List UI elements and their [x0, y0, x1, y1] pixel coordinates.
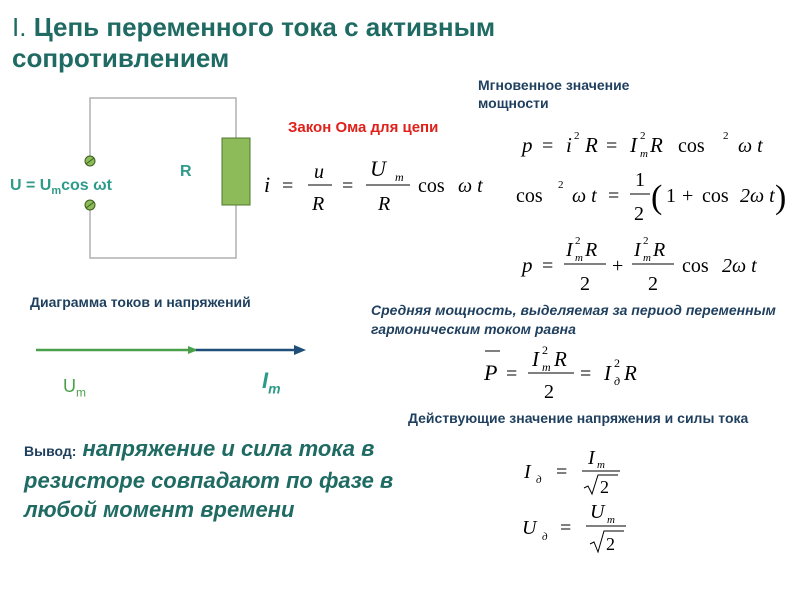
svg-text:=: =: [342, 175, 354, 197]
svg-text:2: 2: [643, 235, 649, 247]
svg-text:m: m: [607, 514, 615, 526]
svg-text:p: p: [522, 133, 533, 157]
svg-text:m: m: [395, 170, 404, 184]
svg-text:2: 2: [634, 203, 644, 225]
svg-text:2: 2: [640, 130, 646, 142]
voltage-phasor-label: $U_m$: [63, 376, 86, 400]
svg-text:ω t: ω t: [738, 135, 763, 157]
diagram-heading: Диаграмма токов и напряжений: [30, 294, 251, 310]
svg-text:U: U: [590, 501, 605, 523]
ohm-law-heading: Закон Ома для цепи: [288, 119, 439, 136]
svg-text:1: 1: [666, 185, 676, 207]
svg-text:m: m: [597, 459, 605, 471]
effective-current-formula: [512, 446, 652, 500]
svg-text:2: 2: [575, 235, 581, 247]
svg-text:R: R: [650, 133, 663, 157]
resistor: [222, 138, 250, 205]
svg-text:R: R: [653, 239, 666, 261]
svg-text:I: I: [604, 361, 611, 385]
wire-top: [90, 98, 236, 160]
svg-text:R: R: [585, 133, 598, 157]
svg-text:R: R: [312, 193, 325, 215]
conclusion: [24, 434, 424, 524]
avg-power-formula: [476, 338, 676, 404]
svg-text:m: m: [640, 148, 648, 160]
svg-text:д: д: [614, 374, 621, 388]
svg-text:=: =: [542, 255, 554, 277]
avg-power-heading: Средняя мощность, выделяемая за период переменным гармоническим током равна: [371, 302, 776, 337]
svg-text:2: 2: [544, 381, 554, 403]
svg-text:cos: cos: [418, 175, 445, 197]
svg-text:1: 1: [635, 169, 645, 191]
svg-text:д: д: [536, 474, 542, 486]
svg-text:=: =: [282, 175, 294, 197]
svg-text:2: 2: [600, 477, 609, 497]
svg-text:ω t: ω t: [458, 175, 483, 197]
svg-text:i: i: [566, 133, 572, 157]
instant-power-formula-1: [510, 122, 790, 162]
conclusion-text: напряжение и сила тока в резисторе совпадают по фазе в любой момент времени: [24, 436, 394, 522]
instant-power-formula-2: [510, 164, 790, 228]
svg-text:2: 2: [542, 343, 548, 357]
svg-text:R: R: [624, 361, 637, 385]
svg-text:+: +: [612, 255, 624, 277]
svg-text:2: 2: [614, 356, 620, 370]
svg-text:I: I: [630, 133, 637, 157]
svg-text:=: =: [506, 363, 518, 385]
svg-text:u: u: [314, 161, 324, 183]
svg-text:2: 2: [723, 130, 729, 142]
wire-bottom: [90, 205, 236, 258]
title-text: Цепь переменного тока с активным сопротивлением: [12, 12, 496, 73]
svg-text:ω t: ω t: [572, 185, 597, 207]
svg-text:): ): [775, 179, 787, 216]
svg-text:R: R: [585, 239, 598, 261]
svg-text:p: p: [522, 253, 533, 277]
svg-text:2ω t: 2ω t: [722, 255, 757, 277]
svg-text:I: I: [634, 239, 641, 261]
svg-text:=: =: [608, 185, 620, 207]
svg-text:=: =: [556, 461, 568, 483]
svg-text:=: =: [606, 135, 618, 157]
svg-text:m: m: [643, 252, 651, 264]
ohm-law-formula: [258, 148, 508, 218]
voltage-label: $U = U_m\cos$ ωt: [10, 177, 112, 198]
svg-text:U: U: [370, 156, 386, 181]
svg-text:m: m: [575, 252, 583, 264]
svg-text:I: I: [588, 447, 595, 469]
svg-text:I: I: [532, 347, 539, 371]
svg-text:cos: cos: [702, 185, 729, 207]
effective-values-heading: Действующие значение напряжения и силы тока: [408, 410, 749, 426]
current-phasor-label: $I_m$: [262, 368, 281, 397]
svg-text:i: i: [264, 172, 271, 197]
svg-text:2: 2: [574, 130, 580, 142]
svg-text:2: 2: [558, 179, 564, 191]
title-numeral: I.: [12, 12, 27, 42]
svg-text:=: =: [560, 517, 572, 539]
effective-voltage-formula: [512, 500, 652, 560]
svg-text:I: I: [524, 461, 531, 483]
instant-power-heading: Мгновенное значение мощности: [478, 77, 630, 111]
resistor-label: R: [180, 163, 192, 180]
instant-power-formula-3: [510, 228, 790, 298]
svg-text:R: R: [378, 193, 391, 215]
svg-text:U: U: [522, 517, 537, 539]
svg-text:2: 2: [648, 273, 658, 295]
svg-text:=: =: [542, 135, 554, 157]
svg-text:д: д: [542, 531, 548, 543]
svg-text:cos: cos: [682, 255, 709, 277]
svg-text:R: R: [554, 347, 567, 371]
svg-text:2: 2: [580, 273, 590, 295]
conclusion-prefix: Вывод:: [24, 443, 77, 459]
svg-text:(: (: [651, 179, 663, 216]
svg-text:P: P: [484, 360, 498, 385]
svg-text:2: 2: [606, 534, 615, 554]
svg-text:2ω t: 2ω t: [740, 185, 775, 207]
svg-text:cos: cos: [516, 185, 543, 207]
svg-text:cos: cos: [678, 135, 705, 157]
svg-text:m: m: [542, 360, 551, 374]
svg-text:I: I: [566, 239, 573, 261]
svg-text:=: =: [580, 363, 592, 385]
svg-text:+: +: [682, 185, 694, 207]
